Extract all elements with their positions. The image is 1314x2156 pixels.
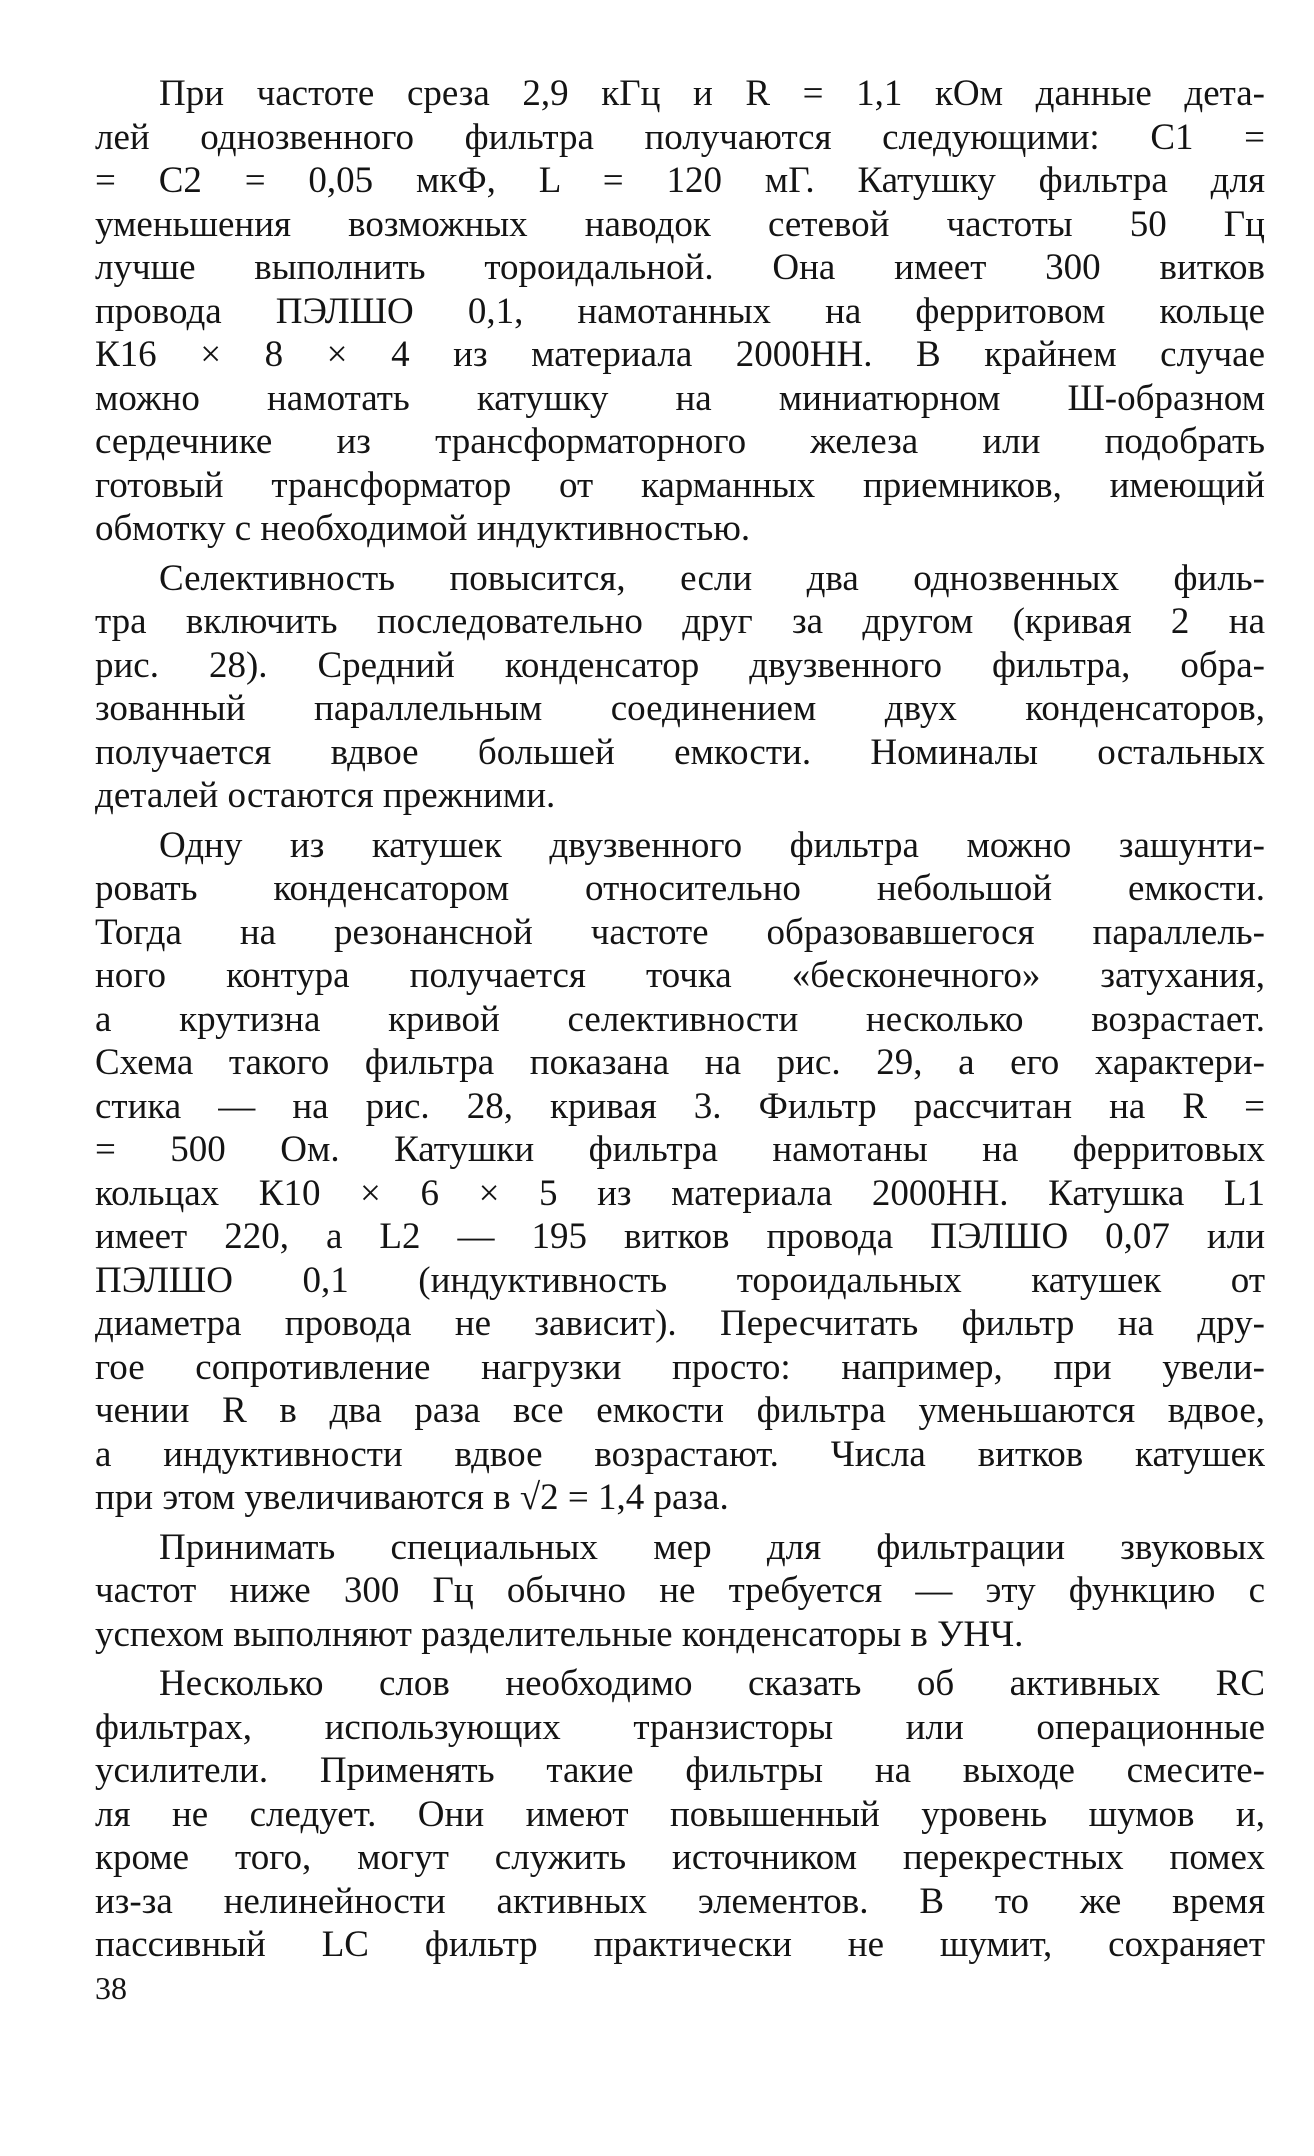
paragraph-3 — [95, 824, 1265, 1520]
text-line: а индуктивности вдвое возрастают. Числа витков катушек — [95, 1433, 1265, 1475]
text-line: К16 × 8 × 4 из материала 2000НН. В крайнем случае — [95, 334, 1265, 375]
text-line: деталей остаются прежними. — [95, 775, 556, 816]
text-line: кроме того, могут служить источником перекрестных помех — [95, 1837, 1265, 1878]
text-line: из-за нелинейности активных элементов. В то же время — [95, 1880, 1265, 1922]
paragraph-4 — [95, 1526, 1265, 1657]
text-line: лучше выполнить тороидальной. Она имеет 300 витков — [95, 247, 1265, 288]
text-line: обмотку с необходимой индуктивностью. — [95, 508, 751, 549]
text-line: ПЭЛШО 0,1 (индуктивность тороидальных катушек от — [95, 1259, 1265, 1301]
text-line: можно намотать катушку на миниатюрном Ш-образном — [95, 377, 1265, 419]
text-line: получается вдвое большей емкости. Номиналы остальных — [95, 731, 1265, 773]
text-line: успехом выполняют разделительные конденсаторы в УНЧ. — [95, 1613, 1024, 1655]
text-line: а крутизна кривой селективности несколько возрастает. — [95, 998, 1265, 1040]
text-line: пассивный LC фильтр практически не шумит, сохраняет — [95, 1924, 1265, 1965]
text-line: Несколько слов необходимо сказать об активных RC — [159, 1663, 1265, 1704]
text-line: чении R в два раза все емкости фильтра уменьшаются вдвое, — [95, 1390, 1265, 1431]
text-line: сердечнике из трансформаторного железа или подобрать — [95, 421, 1265, 462]
text-line: уменьшения возможных наводок сетевой частоты 50 Гц — [95, 203, 1265, 245]
text-line: рис. 28). Средний конденсатор двузвенного фильтра, обра- — [95, 644, 1265, 686]
text-line: готовый трансформатор от карманных приемников, имеющий — [95, 464, 1265, 506]
page-number: 38 — [95, 1970, 127, 2006]
text-line: диаметра провода не зависит). Пересчитать фильтр на дру- — [95, 1303, 1265, 1344]
text-line: ля не следует. Они имеют повышенный уровень шумов и, — [95, 1793, 1265, 1835]
text-line: ного контура получается точка «бесконечного» затухания, — [95, 955, 1265, 996]
text-line: Принимать специальных мер для фильтрации звуковых — [159, 1526, 1265, 1568]
text-line: провода ПЭЛШО 0,1, намотанных на ферритовом кольце — [95, 290, 1265, 332]
text-line: = 500 Ом. Катушки фильтра намотаны на ферритовых — [95, 1129, 1265, 1170]
text-line: При частоте среза 2,9 кГц и R = 1,1 кОм данные дета- — [159, 73, 1265, 114]
text-line: имеет 220, а L2 — 195 витков провода ПЭЛШО 0,07 или — [95, 1216, 1265, 1257]
text-line: усилители. Применять такие фильтры на выходе смесите- — [95, 1750, 1265, 1791]
text-line: = C2 = 0,05 мкФ, L = 120 мГ. Катушку фильтра для — [95, 160, 1265, 201]
paragraph-5 — [95, 1662, 1265, 1967]
text-line: стика — на рис. 28, кривая 3. Фильтр рассчитан на R = — [95, 1085, 1265, 1127]
text-line: кольцах К10 × 6 × 5 из материала 2000НН. Катушка L1 — [95, 1172, 1265, 1214]
text-line: зованный параллельным соединением двух конденсаторов, — [95, 688, 1265, 729]
text-line: Селективность повысится, если два однозвенных филь- — [159, 557, 1265, 599]
text-line: частот ниже 300 Гц обычно не требуется — эту функцию с — [95, 1570, 1265, 1611]
text-line: Тогда на резонансной частоте образовавшегося параллель- — [95, 911, 1265, 953]
paragraph-2 — [95, 557, 1265, 818]
text-line: Одну из катушек двузвенного фильтра можно зашунти- — [159, 824, 1265, 866]
text-line: фильтрах, использующих транзисторы или операционные — [95, 1706, 1265, 1748]
text-line: гое сопротивление нагрузки просто: например, при увели- — [95, 1346, 1265, 1388]
text-line: лей однозвенного фильтра получаются следующими: C1 = — [95, 116, 1265, 158]
paragraph-1 — [95, 72, 1265, 551]
text-line: при этом увеличиваются в √2 = 1,4 раза. — [95, 1477, 729, 1518]
text-line: тра включить последовательно друг за другом (кривая 2 на — [95, 601, 1265, 642]
text-line: Схема такого фильтра показана на рис. 29, а его характери- — [95, 1042, 1265, 1083]
text-line: ровать конденсатором относительно небольшой емкости. — [95, 868, 1265, 909]
document-page — [95, 72, 1265, 1967]
